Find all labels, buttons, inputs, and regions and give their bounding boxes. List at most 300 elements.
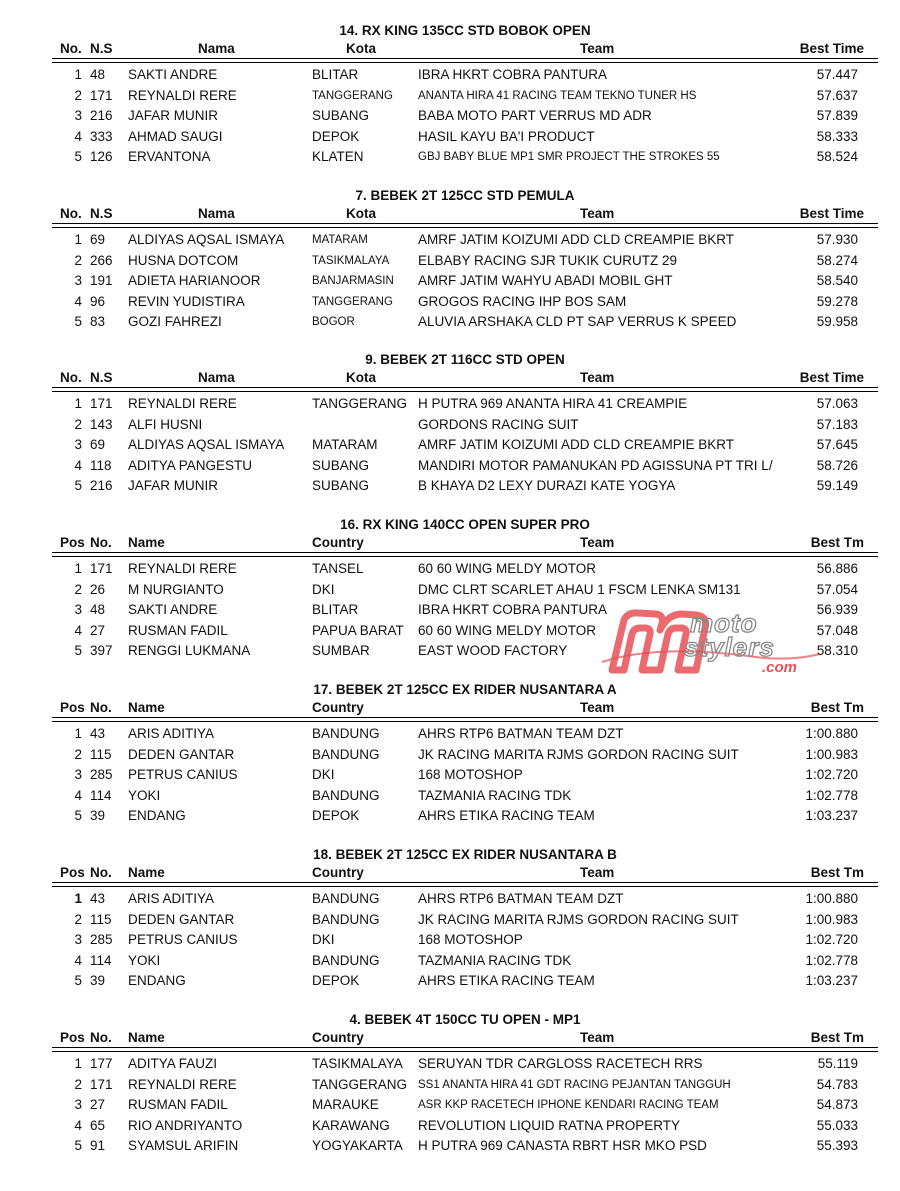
row-city: BANDUNG — [312, 891, 380, 906]
row-number: 26 — [90, 581, 106, 597]
row-rider-name: REYNALDI RERE — [128, 396, 237, 411]
row-number: 143 — [90, 416, 113, 432]
header-number: No. — [90, 700, 112, 715]
row-position: 2 — [74, 87, 82, 103]
table-row — [52, 1136, 878, 1157]
header-rule — [52, 717, 878, 718]
row-position: 3 — [74, 273, 82, 288]
table-header — [52, 699, 878, 717]
row-rider-name: RUSMAN FADIL — [128, 622, 228, 638]
row-city: DKI — [312, 767, 335, 782]
table-row — [52, 1095, 878, 1116]
row-city: MARAUKE — [312, 1097, 379, 1112]
row-city: BANDUNG — [312, 746, 380, 762]
results-section — [52, 1011, 878, 1161]
table-row — [52, 806, 878, 827]
header-rule — [52, 387, 878, 388]
row-city: KLATEN — [312, 149, 364, 164]
row-team: ASR KKP RACETECH IPHONE KENDARI RACING TEAM — [418, 1099, 719, 1111]
table-row — [52, 559, 878, 580]
header-team: Team — [580, 206, 615, 221]
row-team: GORDONS RACING SUIT — [418, 416, 579, 432]
row-best-time: 1:02.778 — [805, 952, 858, 968]
section-title: 14. RX KING 135CC STD BOBOK OPEN — [339, 23, 591, 38]
table-row — [52, 251, 878, 272]
row-team: B KHAYA D2 LEXY DURAZI KATE YOGYA — [418, 478, 676, 493]
row-best-time: 57.930 — [816, 232, 858, 247]
table-row — [52, 127, 878, 148]
row-team: ALUVIA ARSHAKA CLD PT SAP VERRUS K SPEED — [418, 314, 737, 329]
row-number: 115 — [90, 911, 112, 927]
row-city: DKI — [312, 932, 335, 947]
header-team: Team — [580, 700, 615, 715]
table-row — [52, 889, 878, 910]
row-team: MANDIRI MOTOR PAMANUKAN PD AGISSUNA PT TRI L/ — [418, 457, 773, 473]
header-pos: Pos — [60, 865, 85, 880]
row-number: 43 — [90, 726, 106, 741]
row-number: 69 — [90, 437, 106, 452]
row-best-time: 55.033 — [816, 1117, 858, 1133]
header-rule — [52, 58, 878, 59]
row-city: BANDUNG — [312, 726, 380, 741]
table-row — [52, 910, 878, 931]
row-best-time: 1:00.983 — [805, 746, 858, 762]
row-rider-name: JAFAR MUNIR — [128, 478, 219, 493]
row-city: TANGGERANG — [312, 295, 393, 308]
table-row — [52, 1054, 878, 1075]
row-best-time: 59.278 — [816, 293, 858, 309]
row-best-time: 57.645 — [816, 437, 858, 452]
header-best-time: Best Tm — [810, 700, 864, 715]
table-header — [52, 534, 878, 552]
row-rider-name: AHMAD SAUGI — [128, 128, 223, 144]
row-team: 168 MOTOSHOP — [418, 932, 523, 947]
row-best-time: 58.310 — [816, 643, 858, 658]
row-rider-name: ALDIYAS AQSAL ISMAYA — [128, 437, 285, 452]
header-city: Country — [312, 700, 364, 715]
row-number: 96 — [90, 293, 106, 309]
row-rider-name: REYNALDI RERE — [128, 561, 237, 576]
row-team: AHRS RTP6 BATMAN TEAM DZT — [418, 891, 624, 906]
row-rider-name: ADITYA FAUZI — [128, 1056, 218, 1071]
section-title: 7. BEBEK 2T 125CC STD PEMULA — [355, 188, 575, 203]
row-rider-name: RIO ANDRIYANTO — [128, 1117, 243, 1133]
row-rider-name: ADIETA HARIANOOR — [128, 273, 261, 288]
row-best-time: 57.048 — [816, 622, 858, 638]
table-row — [52, 951, 878, 972]
row-number: 91 — [90, 1138, 106, 1153]
results-section — [52, 351, 878, 501]
row-position: 4 — [74, 622, 82, 638]
row-team: ANANTA HIRA 41 RACING TEAM TEKNO TUNER HS — [418, 89, 697, 102]
header-best-time: Best Tm — [810, 865, 864, 880]
section-title: 4. BEBEK 4T 150CC TU OPEN - MP1 — [349, 1012, 581, 1027]
row-position: 4 — [74, 952, 82, 968]
row-best-time: 57.637 — [816, 87, 858, 103]
row-position: 3 — [74, 932, 82, 947]
row-rider-name: REYNALDI RERE — [128, 1076, 237, 1092]
table-row — [52, 456, 878, 477]
row-number: 43 — [90, 891, 106, 906]
row-number: 171 — [90, 87, 113, 103]
table-row — [52, 1116, 878, 1137]
row-position: 4 — [74, 1117, 82, 1133]
row-best-time: 58.333 — [816, 128, 858, 144]
row-position: 4 — [74, 787, 82, 803]
header-pos: No. — [60, 370, 82, 385]
row-number: 48 — [90, 67, 106, 82]
row-rider-name: HUSNA DOTCOM — [128, 252, 239, 268]
header-name: Nama — [198, 41, 235, 56]
row-number: 285 — [90, 767, 113, 782]
row-best-time: 57.447 — [816, 67, 858, 82]
row-number: 27 — [90, 1097, 106, 1112]
row-rider-name: ALDIYAS AQSAL ISMAYA — [128, 232, 285, 247]
row-rider-name: GOZI FAHREZI — [128, 314, 222, 329]
header-team: Team — [580, 41, 615, 56]
row-best-time: 59.958 — [816, 314, 858, 329]
header-number: No. — [90, 865, 112, 880]
header-number: N.S — [90, 206, 113, 221]
row-position: 5 — [74, 149, 82, 164]
header-city: Kota — [346, 206, 376, 221]
row-team: EAST WOOD FACTORY — [418, 643, 568, 658]
row-best-time: 1:02.720 — [805, 932, 858, 947]
row-best-time: 1:00.983 — [805, 911, 858, 927]
row-city: TANSEL — [312, 561, 364, 576]
row-rider-name: ARIS ADITIYA — [128, 726, 215, 741]
row-team: TAZMANIA RACING TDK — [418, 952, 572, 968]
header-best-time: Best Tm — [810, 1030, 864, 1045]
row-city: BANDUNG — [312, 952, 380, 968]
row-number: 216 — [90, 108, 113, 123]
row-number: 266 — [90, 252, 113, 268]
row-position: 3 — [74, 108, 82, 123]
row-number: 216 — [90, 478, 113, 493]
table-row — [52, 930, 878, 951]
row-number: 114 — [90, 787, 112, 803]
header-team: Team — [580, 1030, 615, 1045]
row-position: 1 — [74, 891, 82, 906]
table-row — [52, 765, 878, 786]
row-best-time: 1:02.778 — [805, 787, 858, 803]
row-rider-name: ENDANG — [128, 973, 186, 988]
row-city: TANGGERANG — [312, 1076, 408, 1092]
row-position: 1 — [74, 1056, 82, 1071]
row-rider-name: PETRUS CANIUS — [128, 767, 238, 782]
row-team: H PUTRA 969 ANANTA HIRA 41 CREAMPIE — [418, 396, 688, 411]
row-city: BANJARMASIN — [312, 275, 394, 287]
row-position: 4 — [74, 128, 82, 144]
section-title: 9. BEBEK 2T 116CC STD OPEN — [365, 352, 565, 367]
row-city: TANGGERANG — [312, 89, 393, 102]
row-rider-name: ENDANG — [128, 808, 186, 823]
header-city: Country — [312, 535, 364, 550]
row-rider-name: REYNALDI RERE — [128, 87, 237, 103]
row-position: 5 — [74, 314, 82, 329]
header-rule — [52, 886, 878, 887]
header-name: Name — [128, 535, 165, 550]
header-city: Kota — [346, 41, 376, 56]
row-rider-name: ALFI HUSNI — [128, 416, 203, 432]
row-number: 48 — [90, 602, 106, 617]
row-rider-name: RENGGI LUKMANA — [128, 643, 251, 658]
header-rule — [52, 227, 878, 228]
row-position: 3 — [74, 602, 82, 617]
svg-text:moto: moto — [690, 608, 758, 638]
row-position: 2 — [74, 416, 82, 432]
row-team: AMRF JATIM WAHYU ABADI MOBIL GHT — [418, 273, 673, 288]
table-row — [52, 292, 878, 313]
results-section — [52, 22, 878, 172]
row-number: 285 — [90, 932, 113, 947]
row-team: SERUYAN TDR CARGLOSS RACETECH RRS — [418, 1056, 703, 1071]
row-best-time: 55.393 — [816, 1138, 858, 1153]
row-team: AMRF JATIM KOIZUMI ADD CLD CREAMPIE BKRT — [418, 437, 735, 452]
row-position: 1 — [74, 232, 82, 247]
row-position: 2 — [74, 1076, 82, 1092]
row-number: 397 — [90, 643, 113, 658]
row-position: 5 — [74, 478, 82, 493]
table-header — [52, 864, 878, 882]
header-name: Name — [128, 1030, 165, 1045]
table-row — [52, 106, 878, 127]
row-rider-name: ADITYA PANGESTU — [128, 457, 253, 473]
header-team: Team — [580, 370, 615, 385]
table-row — [52, 271, 878, 292]
section-title: 16. RX KING 140CC OPEN SUPER PRO — [340, 517, 590, 532]
table-row — [52, 971, 878, 992]
header-number: No. — [90, 535, 112, 550]
row-city: YOGYAKARTA — [312, 1138, 403, 1153]
header-pos: No. — [60, 206, 82, 221]
header-name: Name — [128, 865, 165, 880]
header-rule — [52, 556, 878, 557]
header-pos: No. — [60, 41, 82, 56]
row-rider-name: RUSMAN FADIL — [128, 1097, 228, 1112]
row-best-time: 56.939 — [816, 602, 858, 617]
row-position: 4 — [74, 293, 82, 309]
row-rider-name: ARIS ADITIYA — [128, 891, 215, 906]
row-team: H PUTRA 969 CANASTA RBRT HSR MKO PSD — [418, 1138, 707, 1153]
row-rider-name: DEDEN GANTAR — [128, 746, 235, 762]
section-title: 17. BEBEK 2T 125CC EX RIDER NUSANTARA A — [313, 682, 617, 697]
header-name: Nama — [198, 370, 235, 385]
row-team: JK RACING MARITA RJMS GORDON RACING SUIT — [418, 746, 739, 762]
results-section — [52, 846, 878, 996]
row-number: 65 — [90, 1117, 106, 1133]
row-city: SUMBAR — [312, 643, 370, 658]
svg-text:stylers: stylers — [684, 632, 775, 662]
header-rule — [52, 1047, 878, 1048]
row-rider-name: YOKI — [128, 787, 161, 803]
header-rule — [52, 552, 878, 553]
row-city: DEPOK — [312, 973, 360, 988]
row-team: GROGOS RACING IHP BOS SAM — [418, 293, 627, 309]
table-row — [52, 147, 878, 168]
row-rider-name: SAKTI ANDRE — [128, 67, 218, 82]
row-position: 3 — [74, 1097, 82, 1112]
row-position: 1 — [74, 726, 82, 741]
row-position: 4 — [74, 457, 82, 473]
table-row — [52, 86, 878, 107]
row-city: BLITAR — [312, 602, 359, 617]
table-row — [52, 745, 878, 766]
row-number: 171 — [90, 1076, 113, 1092]
row-position: 1 — [74, 561, 82, 576]
row-team: 168 MOTOSHOP — [418, 767, 523, 782]
row-rider-name: JAFAR MUNIR — [128, 108, 219, 123]
row-number: 118 — [90, 457, 112, 473]
row-best-time: 59.149 — [816, 478, 858, 493]
row-best-time: 57.839 — [816, 108, 858, 123]
table-row — [52, 65, 878, 86]
row-city: MATARAM — [312, 234, 368, 246]
section-title: 18. BEBEK 2T 125CC EX RIDER NUSANTARA B — [313, 847, 617, 862]
header-best-time: Best Time — [799, 41, 864, 56]
row-position: 2 — [74, 581, 82, 597]
row-best-time: 54.873 — [816, 1097, 858, 1112]
row-city: MATARAM — [312, 437, 378, 452]
table-header — [52, 40, 878, 58]
row-best-time: 56.886 — [816, 561, 858, 576]
header-number: N.S — [90, 370, 113, 385]
header-team: Team — [580, 865, 615, 880]
svg-text:.com: .com — [762, 659, 798, 676]
results-section — [52, 681, 878, 831]
row-position: 3 — [74, 437, 82, 452]
header-best-time: Best Time — [799, 370, 864, 385]
header-team: Team — [580, 535, 615, 550]
row-best-time: 1:00.880 — [805, 726, 858, 741]
table-row — [52, 580, 878, 601]
row-city: BOGOR — [312, 316, 355, 328]
row-rider-name: YOKI — [128, 952, 161, 968]
row-number: 126 — [90, 149, 113, 164]
header-city: Kota — [346, 370, 376, 385]
row-best-time: 58.274 — [816, 252, 858, 268]
row-team: IBRA HKRT COBRA PANTURA — [418, 67, 608, 82]
row-city: TANGGERANG — [312, 396, 408, 411]
row-number: 177 — [90, 1056, 113, 1071]
row-number: 114 — [90, 952, 112, 968]
table-row — [52, 1075, 878, 1096]
row-city: TASIKMALAYA — [312, 254, 390, 267]
header-rule — [52, 223, 878, 224]
row-team: SS1 ANANTA HIRA 41 GDT RACING PEJANTAN TANGGUH — [418, 1078, 731, 1091]
table-row — [52, 312, 878, 333]
row-city: SUBANG — [312, 457, 370, 473]
row-city: BLITAR — [312, 67, 359, 82]
row-position: 3 — [74, 767, 82, 782]
row-team: AHRS ETIKA RACING TEAM — [418, 808, 595, 823]
row-position: 2 — [74, 252, 82, 268]
row-best-time: 1:03.237 — [805, 808, 858, 823]
header-number: No. — [90, 1030, 112, 1045]
row-number: 83 — [90, 314, 106, 329]
row-number: 171 — [90, 561, 113, 576]
row-city: DEPOK — [312, 808, 360, 823]
results-section — [52, 187, 878, 337]
row-city: KARAWANG — [312, 1117, 390, 1133]
row-best-time: 1:00.880 — [805, 891, 858, 906]
header-name: Nama — [198, 206, 235, 221]
table-row — [52, 435, 878, 456]
row-city: PAPUA BARAT — [312, 622, 404, 638]
row-team: HASIL KAYU BA'I PRODUCT — [418, 128, 595, 144]
header-number: N.S — [90, 41, 113, 56]
header-name: Name — [128, 700, 165, 715]
row-rider-name: ERVANTONA — [128, 149, 211, 164]
row-best-time: 57.054 — [816, 581, 858, 597]
header-best-time: Best Time — [799, 206, 864, 221]
table-row — [52, 394, 878, 415]
row-team: AHRS ETIKA RACING TEAM — [418, 973, 595, 988]
row-team: 60 60 WING MELDY MOTOR — [418, 561, 597, 576]
header-rule — [52, 882, 878, 883]
row-rider-name: REVIN YUDISTIRA — [128, 293, 245, 309]
row-best-time: 55.119 — [817, 1056, 858, 1071]
watermark-wordmark — [684, 608, 797, 676]
row-rider-name: M NURGIANTO — [128, 581, 224, 597]
row-city: DKI — [312, 581, 335, 597]
row-best-time: 1:02.720 — [805, 767, 858, 782]
header-city: Country — [312, 1030, 364, 1045]
row-number: 333 — [90, 128, 113, 144]
row-position: 2 — [74, 911, 82, 927]
row-team: ELBABY RACING SJR TUKIK CURUTZ 29 — [418, 252, 678, 268]
table-row — [52, 415, 878, 436]
row-best-time: 58.524 — [816, 149, 858, 164]
table-header — [52, 369, 878, 387]
table-header — [52, 1029, 878, 1047]
header-pos: Pos — [60, 700, 85, 715]
row-best-time: 57.063 — [816, 396, 858, 411]
table-row — [52, 230, 878, 251]
row-rider-name: PETRUS CANIUS — [128, 932, 238, 947]
row-number: 115 — [90, 746, 112, 762]
row-team: AHRS RTP6 BATMAN TEAM DZT — [418, 726, 624, 741]
row-best-time: 57.183 — [816, 416, 858, 432]
row-position: 2 — [74, 746, 82, 762]
row-number: 69 — [90, 232, 106, 247]
row-position: 5 — [74, 973, 82, 988]
row-team: JK RACING MARITA RJMS GORDON RACING SUIT — [418, 911, 739, 927]
header-rule — [52, 721, 878, 722]
row-rider-name: SAKTI ANDRE — [128, 602, 218, 617]
row-team: BABA MOTO PART VERRUS MD ADR — [418, 108, 652, 123]
row-rider-name: SYAMSUL ARIFIN — [128, 1138, 239, 1153]
row-number: 39 — [90, 973, 106, 988]
row-team: GBJ BABY BLUE MP1 SMR PROJECT THE STROKES 55 — [418, 151, 720, 163]
row-rider-name: DEDEN GANTAR — [128, 911, 235, 927]
row-city: SUBANG — [312, 478, 370, 493]
table-row — [52, 786, 878, 807]
row-position: 5 — [74, 643, 82, 658]
header-rule — [52, 391, 878, 392]
header-rule — [52, 62, 878, 63]
header-pos: Pos — [60, 1030, 85, 1045]
row-position: 1 — [74, 396, 82, 411]
row-position: 5 — [74, 1138, 82, 1153]
table-row — [52, 724, 878, 745]
motostylers-watermark-logo — [598, 604, 824, 678]
row-city: DEPOK — [312, 128, 360, 144]
row-team: TAZMANIA RACING TDK — [418, 787, 572, 803]
table-row — [52, 476, 878, 497]
row-team: IBRA HKRT COBRA PANTURA — [418, 602, 608, 617]
row-city: BANDUNG — [312, 911, 380, 927]
